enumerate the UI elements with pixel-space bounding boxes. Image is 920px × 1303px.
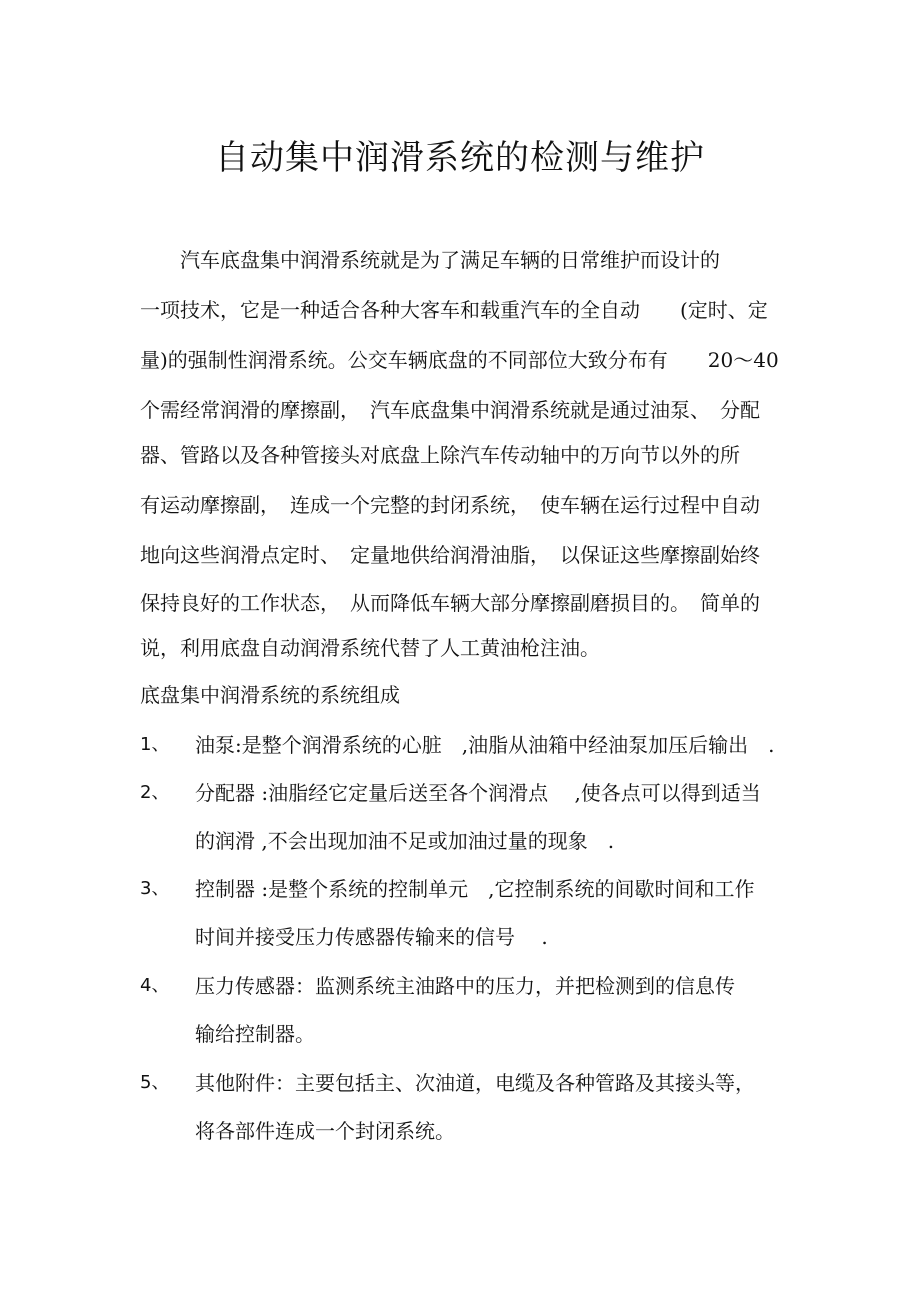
list-item-1-line-1: 油泵:是整个润滑系统的心脏 ,油脂从油箱中经油泵加压后输出 .: [195, 733, 775, 757]
list-item-number-2: 2、: [140, 782, 170, 803]
list-item-3-line-1: 控制器 :是整个系统的控制单元 ,它控制系统的间歇时间和工作: [195, 877, 755, 901]
paragraph-line-5: 器、管路以及各种管接头对底盘上除汽车传动轴中的万向节以外的所: [140, 443, 740, 467]
paragraph-line-3: 量)的强制性润滑系统。公交车辆底盘的不同部位大致分布有 20～40: [140, 348, 779, 372]
list-item-3-line-2: 时间并接受压力传感器传输来的信号 .: [195, 925, 548, 949]
list-item-2-line-2: 的润滑 ,不会出现加油不足或加油过量的现象 .: [195, 829, 615, 853]
list-item-5-line-1: 其他附件：主要包括主、次油道，电缆及各种管路及其接头等，: [195, 1071, 755, 1095]
list-item-number-5: 5、: [140, 1072, 170, 1093]
page-title: 自动集中润滑系统的检测与维护: [215, 138, 705, 178]
paragraph-line-2: 一项技术，它是一种适合各种大客车和载重汽车的全自动 (定时、定: [140, 298, 768, 322]
paragraph-line-1: 汽车底盘集中润滑系统就是为了满足车辆的日常维护而设计的: [180, 248, 720, 272]
list-item-2-line-1: 分配器 :油脂经它定量后送至各个润滑点 ,使各点可以得到适当: [195, 781, 761, 805]
list-item-4-line-2: 输给控制器。: [195, 1022, 315, 1046]
list-item-5-line-2: 将各部件连成一个封闭系统。: [195, 1119, 455, 1143]
list-item-number-3: 3、: [140, 878, 170, 899]
paragraph-line-8: 保持良好的工作状态， 从而降低车辆大部分摩擦副磨损目的。 简单的: [140, 591, 760, 615]
paragraph-line-6: 有运动摩擦副， 连成一个完整的封闭系统， 使车辆在运行过程中自动: [140, 493, 760, 517]
list-item-number-1: 1、: [140, 734, 170, 755]
paragraph-line-7: 地向这些润滑点定时、 定量地供给润滑油脂， 以保证这些摩擦副始终: [140, 543, 760, 567]
list-item-number-4: 4、: [140, 975, 170, 996]
section-heading: 底盘集中润滑系统的系统组成: [140, 683, 400, 707]
paragraph-line-4: 个需经常润滑的摩擦副， 汽车底盘集中润滑系统就是通过油泵、 分配: [140, 398, 760, 422]
paragraph-line-9: 说，利用底盘自动润滑系统代替了人工黄油枪注油。: [140, 636, 600, 660]
list-item-4-line-1: 压力传感器：监测系统主油路中的压力，并把检测到的信息传: [195, 974, 735, 998]
